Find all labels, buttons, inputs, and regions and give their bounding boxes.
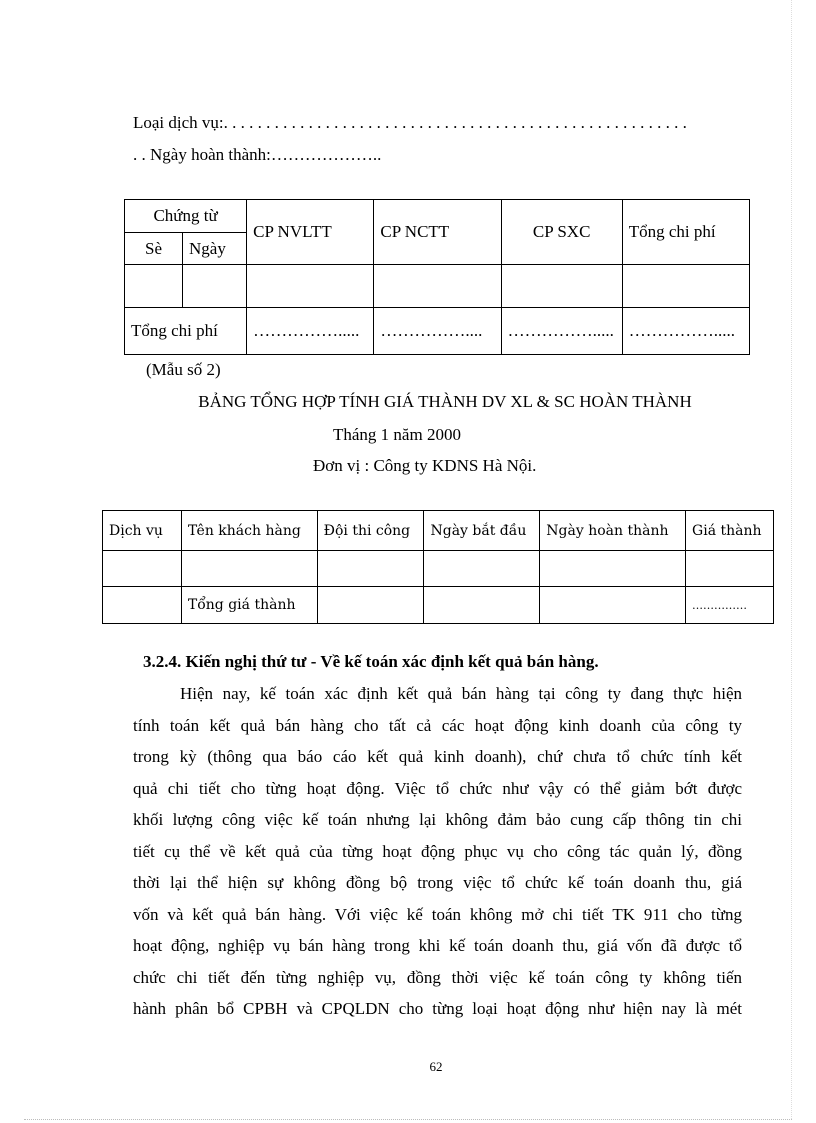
col-total-cost: Tổng chi phí [622, 200, 749, 265]
table-row [125, 265, 750, 308]
col-cp-nvltt: CP NVLTT [247, 200, 374, 265]
section-heading: 3.2.4. Kiến nghị thứ tư - Về kế toán xác định kết quả bán hàng. [143, 652, 599, 671]
col-end-date: Ngày hoàn thành [540, 511, 686, 551]
total-sxc: ……………..... [501, 308, 622, 355]
col-start-date: Ngày bắt đầu [424, 511, 540, 551]
voucher-header: Chứng từ [125, 200, 247, 233]
completion-date-line: . . Ngày hoàn thành:……………….. [133, 145, 382, 164]
voucher-date: Ngày [183, 233, 247, 265]
col-cp-sxc: CP SXC [501, 200, 622, 265]
paragraph-line: tính toán kết quả bán hàng cho tất cả các hoạt động kinh doanh của công ty [133, 715, 742, 735]
side-divider [791, 0, 792, 1119]
report-title: BẢNG TỔNG HỢP TÍNH GIÁ THÀNH DV XL & SC HOÀN THÀNH [198, 392, 692, 411]
form-number: (Mẫu số 2) [146, 360, 221, 379]
report-month: Tháng 1 năm 2000 [333, 425, 461, 444]
summary-table [102, 510, 774, 624]
total-label: Tổng chi phí [125, 308, 247, 355]
paragraph-line: thời lại thể hiện sự không đồng bộ trong việc tổ chức kế toán doanh thu, giá [133, 873, 742, 892]
paragraph-line: hoạt động, nghiệp vụ bán hàng trong khi kế toán doanh thu, giá vốn đã được tổ [133, 936, 742, 955]
total-price-value: …………… [686, 587, 774, 624]
col-team: Đội thi công [317, 511, 424, 551]
col-price: Giá thành [686, 511, 774, 551]
voucher-number: Sè [125, 233, 183, 265]
paragraph-line: tiết cụ thể về kết quả của từng hoạt động phục vụ cho công tác quản lý, đồng [133, 841, 742, 861]
total-row [125, 308, 750, 355]
service-type-line: Loại dịch vụ:. . . . . . . . . . . . . . . . . . . . . . . . . . . . . . . . . . . . . . . . . . . . . . . . . . . . . . . [133, 113, 687, 132]
report-unit: Đơn vị : Công ty KDNS Hà Nội. [313, 456, 537, 475]
table-row [103, 551, 774, 587]
paragraph-line: chức chi tiết đến từng nghiệp vụ, đồng thời việc kế toán công ty không tiến [133, 967, 742, 987]
paragraph-line: quả chi tiết cho từng hoạt động. Việc tổ chức như vậy có thể giảm bớt được [133, 778, 742, 798]
paragraph-line: khối lượng công việc kế toán nhưng lại không đảm bảo cung cấp thông tin chi [133, 810, 742, 829]
paragraph-line: vốn và kết quả bán hàng. Với việc kế toán không mở chi tiết TK 911 cho từng [133, 904, 742, 924]
cost-table [124, 199, 750, 355]
col-customer: Tên khách hàng [181, 511, 317, 551]
header-row [103, 511, 774, 551]
col-cp-nctt: CP NCTT [374, 200, 501, 265]
page-number: 62 [429, 1059, 443, 1074]
col-service: Dịch vụ [103, 511, 182, 551]
paragraph-line: hành phân bổ CPBH và CPQLDN cho từng loại hoạt động như hiện nay là mét [133, 999, 742, 1018]
total-price-label: Tổng giá thành [181, 587, 317, 624]
total-all: ……………..... [622, 308, 749, 355]
total-nctt: …………….... [374, 308, 501, 355]
paragraph-line: trong kỳ (thông qua báo cáo kết quả kinh doanh), chứ chưa tổ chức tính kết [133, 747, 742, 766]
total-nvltt: ……………..... [247, 308, 374, 355]
total-row [103, 587, 774, 624]
paragraph-line: Hiện nay, kế toán xác định kết quả bán hàng tại công ty đang thực hiện [180, 684, 742, 703]
section-body [133, 678, 742, 1025]
footer-divider [24, 1119, 792, 1120]
